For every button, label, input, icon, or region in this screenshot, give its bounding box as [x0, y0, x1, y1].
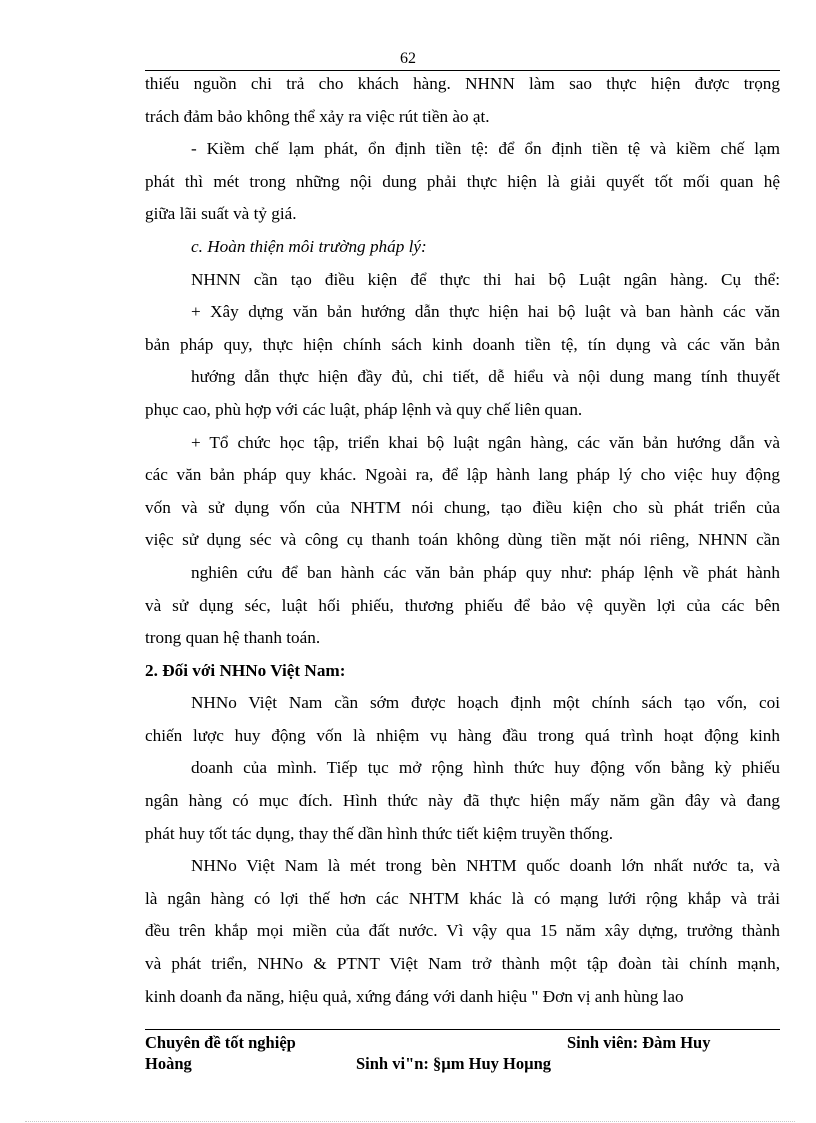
text-line: các văn bản pháp quy khác. Ngoài ra, để lập hành lang pháp lý cho việc huy động: [145, 465, 780, 485]
footer-student-name-continued: Hoàng: [145, 1054, 192, 1073]
text-line: ngân hàng có mục đích. Hình thức này đã thực hiện mấy năm gần đây và đang: [145, 791, 780, 811]
text-line: phục cao, phù hợp với các luật, pháp lệnh và quy chế liên quan.: [145, 399, 583, 419]
text-line: phát thì mét trong những nội dung phải thực hiện là giải quyết tốt mối quan hệ: [145, 171, 780, 191]
footer-rule: [145, 1029, 780, 1030]
body-text: [145, 68, 780, 1013]
text-line: đều trên khắp mọi miền của đất nước. Vì vậy qua 15 năm xây dựng, trưởng thành: [145, 921, 780, 941]
section-heading-c: c. Hoàn thiện môi trường pháp lý:: [191, 236, 427, 256]
text-line: + Xây dựng văn bản hướng dẫn thực hiện hai bộ luật và ban hành các văn: [191, 302, 780, 322]
text-line: + Tổ chức học tập, triển khai bộ luật ngân hàng, các văn bản hướng dẫn và: [191, 432, 780, 452]
text-line: NHNo Việt Nam là mét trong bèn NHTM quốc doanh lớn nhất nước ta, và: [191, 856, 780, 876]
text-line: giữa lãi suất và tỷ giá.: [145, 204, 297, 224]
text-line: NHNN cần tạo điều kiện để thực thi hai bộ Luật ngân hàng. Cụ thể:: [191, 269, 780, 289]
text-line: trong quan hệ thanh toán.: [145, 628, 321, 648]
text-line: doanh của mình. Tiếp tục mở rộng hình thức huy động vốn bằng kỳ phiếu: [191, 758, 780, 778]
text-line: phát huy tốt tác dụng, thay thế dần hình thức tiết kiệm truyền thống.: [145, 823, 614, 843]
text-line: là ngân hàng có lợi thế hơn các NHTM khác là có mạng lưới rộng khắp và trải: [145, 888, 780, 908]
text-line: hướng dẫn thực hiện đầy đủ, chi tiết, dễ hiểu và nội dung mang tính thuyết: [191, 367, 780, 387]
text-line: việc sử dụng séc và công cụ thanh toán không dùng tiền mặt nói riêng, NHNN cần: [145, 530, 780, 550]
text-line: trách đảm bảo không thể xảy ra việc rút tiền ào ạt.: [145, 106, 490, 126]
text-line: và phát triển, NHNo & PTNT Việt Nam trở thành một tập đoàn tài chính mạnh,: [145, 954, 780, 974]
footer-thesis-label: Chuyên đề tốt nghiệp: [145, 1033, 296, 1052]
text-line: chiến lược huy động vốn là nhiệm vụ hàng đầu trong quá trình hoạt động kinh: [145, 725, 780, 745]
footer-student-name: Sinh viên: Đàm Huy: [567, 1033, 711, 1052]
section-heading-2: 2. Đối với NHNo Việt Nam:: [145, 660, 346, 680]
text-line: bản pháp quy, thực hiện chính sách kinh doanh tiền tệ, tín dụng và các văn bản: [145, 334, 780, 354]
text-line: nghiên cứu để ban hành các văn bản pháp quy như: pháp lệnh về phát hành: [191, 562, 780, 582]
text-line: thiếu nguồn chi trả cho khách hàng. NHNN làm sao thực hiện được trọng: [145, 74, 780, 93]
page-number: 62: [400, 50, 416, 67]
footer-garbled-student-name: Sinh vi"n: §µm Huy Hoµng: [356, 1054, 552, 1073]
text-line: - Kiềm chế lạm phát, ổn định tiền tệ: để ổn định tiền tệ và kiềm chế lạm: [191, 139, 780, 159]
page-edge-dots: [25, 1121, 795, 1122]
text-line: kinh doanh đa năng, hiệu quả, xứng đáng với danh hiệu " Đơn vị anh hùng lao: [145, 986, 684, 1006]
text-line: và sử dụng séc, luật hối phiếu, thương phiếu để bảo vệ quyền lợi của các bên: [145, 595, 780, 615]
text-line: vốn và sử dụng vốn của NHTM nói chung, tạo điều kiện cho sù phát triển của: [145, 497, 780, 517]
text-line: NHNo Việt Nam cần sớm được hoạch định một chính sách tạo vốn, coi: [191, 693, 780, 713]
